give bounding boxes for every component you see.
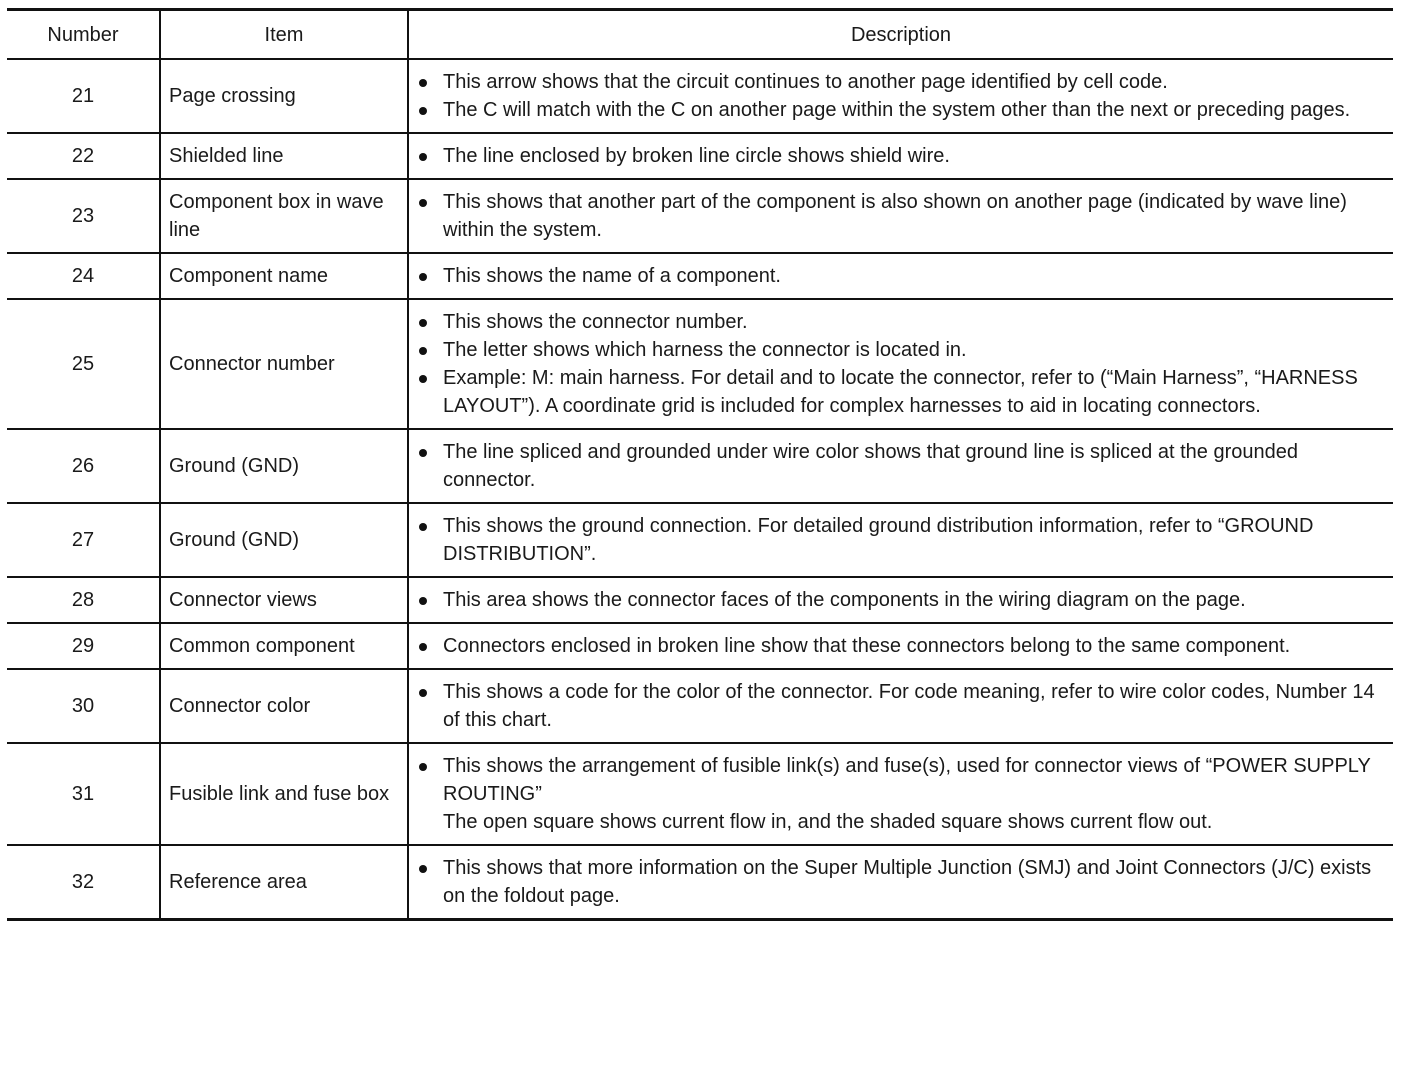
table-row [7,845,1393,920]
row-description [408,743,1393,845]
table-row [7,59,1393,133]
row-description [408,133,1393,179]
row-description [408,503,1393,577]
row-description [408,429,1393,503]
row-description [408,577,1393,623]
header-item: Item [160,10,408,60]
table-row [7,503,1393,577]
row-number: 28 [7,577,160,623]
table-row [7,429,1393,503]
bullet: This shows the ground connection. For detailed ground distribution information, refer to “GROUND DISTRIBUTION”. [443,512,1379,568]
table-row [7,669,1393,743]
row-description [408,253,1393,299]
table-row [7,179,1393,253]
row-description [408,669,1393,743]
row-number: 26 [7,429,160,503]
row-item: Component box in wave line [160,179,408,253]
bullet: This shows that more information on the Super Multiple Junction (SMJ) and Joint Connectors (J/C) exists on the foldout page. [443,854,1379,910]
row-number: 25 [7,299,160,429]
row-description [408,845,1393,920]
row-item: Reference area [160,845,408,920]
bullet: The C will match with the C on another page within the system other than the next or preceding pages. [443,96,1379,124]
bullet: This arrow shows that the circuit continues to another page identified by cell code. [443,68,1379,96]
bullet: This shows the arrangement of fusible link(s) and fuse(s), used for connector views of “POWER SUPPLY ROUTING” [443,752,1379,808]
header-row [7,10,1393,60]
bullet: This shows the connector number. [443,308,1379,336]
bullet: The line spliced and grounded under wire color shows that ground line is spliced at the grounded connector. [443,438,1379,494]
row-item: Connector number [160,299,408,429]
reference-table [7,8,1393,921]
row-description [408,623,1393,669]
row-number: 32 [7,845,160,920]
row-item: Page crossing [160,59,408,133]
bullet: Example: M: main harness. For detail and to locate the connector, refer to (“Main Harness”, “HARNESS LAYOUT”). A coordinate grid is included for complex harnesses to aid in locating connectors. [443,364,1379,420]
row-item: Ground (GND) [160,503,408,577]
bullet: The line enclosed by broken line circle shows shield wire. [443,142,1379,170]
table-row [7,623,1393,669]
table-row [7,577,1393,623]
bullet: This shows that another part of the component is also shown on another page (indicated by wave line) within the system. [443,188,1379,244]
row-description [408,299,1393,429]
table-row [7,299,1393,429]
row-item: Connector views [160,577,408,623]
row-number: 23 [7,179,160,253]
row-number: 31 [7,743,160,845]
row-description [408,179,1393,253]
bullet: This shows the name of a component. [443,262,1379,290]
bullet: This area shows the connector faces of the components in the wiring diagram on the page. [443,586,1379,614]
row-item: Component name [160,253,408,299]
row-item: Fusible link and fuse box [160,743,408,845]
table-row [7,133,1393,179]
row-number: 21 [7,59,160,133]
table-row [7,253,1393,299]
bullet: Connectors enclosed in broken line show that these connectors belong to the same component. [443,632,1379,660]
row-item: Common component [160,623,408,669]
bullet: This shows a code for the color of the connector. For code meaning, refer to wire color codes, Number 14 of this chart. [443,678,1379,734]
header-description: Description [408,10,1393,60]
row-description [408,59,1393,133]
row-item: Ground (GND) [160,429,408,503]
row-number: 22 [7,133,160,179]
row-number: 24 [7,253,160,299]
row-number: 27 [7,503,160,577]
header-number: Number [7,10,160,60]
bullet: The letter shows which harness the connector is located in. [443,336,1379,364]
row-number: 29 [7,623,160,669]
row-number: 30 [7,669,160,743]
row-item: Shielded line [160,133,408,179]
bullet-continuation: The open square shows current flow in, and the shaded square shows current flow out. [443,811,1213,833]
row-item: Connector color [160,669,408,743]
table-row [7,743,1393,845]
